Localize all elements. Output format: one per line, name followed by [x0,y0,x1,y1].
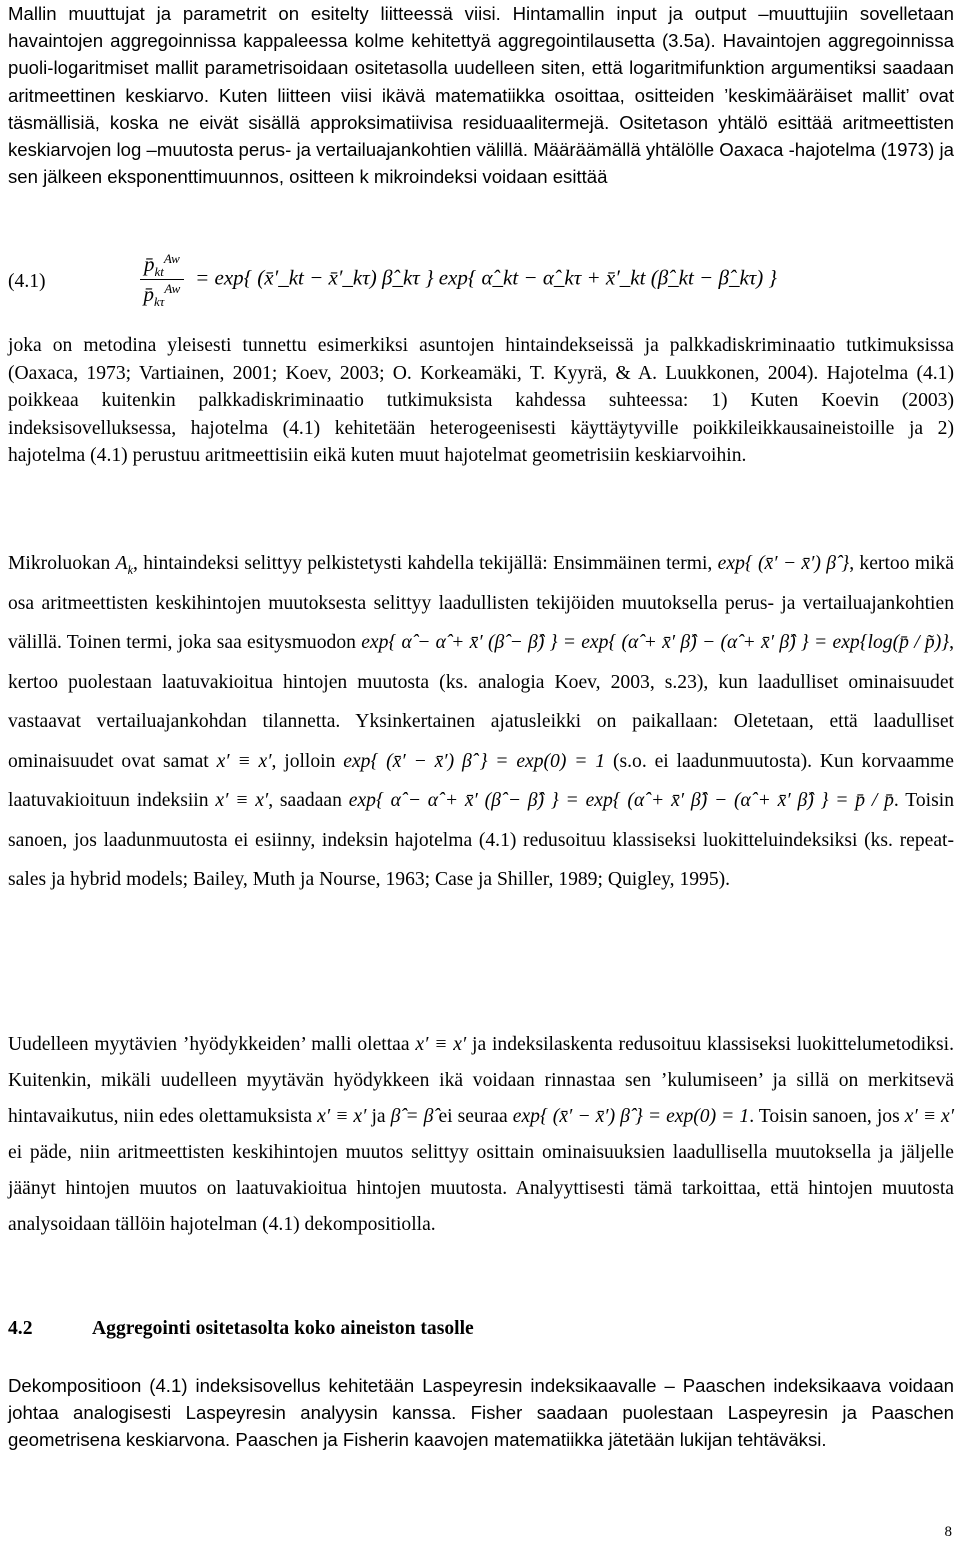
equation-label: (4.1) [8,271,46,292]
equation-4-1 [140,251,777,310]
formula-x-equiv: x′ ≡ x′ [415,1034,467,1055]
page-number: 8 [944,1524,952,1540]
formula-term1: exp{ (x̄′ − x̄′) β̂ } [717,553,850,574]
formula-term2b: exp{log(p̄ / p̃)} [832,632,950,653]
dekomposition-paragraph: Dekompositioon (4.1) indeksisovellus kehitetään Laspeyresin indeksikaavalle – Paaschen indeksikaava voidaan johtaa analogisesti Laspeyresin analyysin kanssa. Fisher saadaan puolestaan Laspeyresin ja Paaschen geometrisena keskiarvona. Paaschen ja Fisherin kaavojen matematiikka jätetään lukijan tehtäväksi. [8,1375,954,1451]
formula-x-equiv-2: x′ ≡ x′ [317,1106,367,1127]
section-heading [8,1318,474,1340]
formula-long-eq: exp{ α̂ − α̂ + x̄′ (β̂ − β̂) } = exp{ (α̂ + x̄′ β̂) − (α̂ + x̄′ β̂) } = p̄ / p̄ [348,790,894,811]
symbol-A-k: $A_k$ [115,553,134,577]
formula-exp-zero: exp{ (x̄′ − x̄′) β̂ } = exp(0) = 1 [343,750,606,772]
section-title: Aggregointi ositetasolta koko aineiston tasolle [92,1318,474,1339]
after-equation-paragraph: joka on metodina yleisesti tunnettu esimerkiksi asuntojen hintaindekseissä ja palkkadiskriminaatio tutkimuksissa (Oaxaca, 1973; Vartiainen, 2001; Koev, 2003; O. Korkeamäki, T. Kyyrä, & A. Luukkonen, 2004). Hajotelma (4.1) poikkeaa kuitenkin palkkadiskriminaatio tutkimuksista kahdessa suhteessa: 1) Kuten Koevin (2003) indeksisovelluksessa, hajotelma (4.1) kehitetään heterogeenisesti käyttäytyville poikkileikkausaineistoille ja 2) hajotelma (4.1) perustuu aritmeettisiin eikä kuten muut hajotelmat geometrisiin keskiarvoihin. [8,335,954,466]
formula-same-quality-2: x′ ≡ x′ [215,790,269,811]
formula-x-equiv-3: x′ ≡ x′ [904,1106,955,1127]
formula-term2: exp{ α̂ − α̂ + x̄′ (β̂ − β̂) } = exp{ (α̂ + x̄′ β̂) − (α̂ + x̄′ β̂) } = [361,632,828,653]
equation-rhs: = exp{ (x̄′_kt − x̄′_kτ) β̂_kτ } exp{ α̂_kt − α̂_kτ + x̄′_kt (β̂_kt − β̂_kτ) } [195,265,777,290]
mikroluokan-paragraph: Mikroluokan $A_k$, hintaindeksi selittyy pelkistetysti kahdella tekijällä: Ensimmäinen termi, exp{ (x̄′ − x̄′) β̂ }, kertoo mikä osa aritmeettisten keskihintojen muutoksesta selittyy laadullisten tekijöiden muutoksella perus- ja vertailuajankohtien välillä. Toinen termi, joka saa esitysmuodon exp{ α̂ − α̂ + x̄′ (β̂ − β̂) } = exp{ (α̂ + x̄′ β̂) − (α̂ + x̄′ β̂) } = exp{log(p̄ / p̃)}, kertoo puolestaan laatuvakioitua hintojen muutosta (ks. analogia Koev, 2003, s.23), kun laadulliset ominaisuudet vastaavat vertailuajankohdan tilannetta. Yksinkertainen ajatusleikki on paikallaan: Oletetaan, että laadulliset ominaisuudet ovat samat x′ ≡ x′, jolloin exp{ (x̄′ − x̄′) β̂ } = exp(0) = 1 (s.o. ei laadunmuutosta). Kun korvaamme laatuvakioituun indeksiin x′ ≡ x′, saadaan exp{ α̂ − α̂ + x̄′ (β̂ − β̂) } = exp{ (α̂ + x̄′ β̂) − (α̂ + x̄′ β̂) } = p̄ / p̄. Toisin sanoen, jos laadunmuutosta ei esiinny, indeksin hajotelma (4.1) redusoituu klassiseksi luokitteluindeksiksi (ks. repeat-sales ja hybrid models; Bailey, Muth ja Nourse, 1963; Case ja Shiller, 1989; Quigley, 1995). [8,553,955,890]
intro-paragraph: Mallin muuttujat ja parametrit on esitelty liitteessä viisi. Hintamallin input ja output –muuttujiin sovelletaan havaintojen aggregoinnissa kappaleessa kolme kehitettyä aggregointilausetta (3.5a). Havaintojen aggregoinnissa puoli-logaritmiset mallit parametrisoidaan ositetasolla uudelleen siten, että logaritmifunktion argumentiksi saadaan aritmeettinen keskiarvo. Kuten liitteen viisi ikävä matematiikka osoittaa, ositteiden ’keskimääräiset mallit’ ovat täsmällisiä, koska ne eivät sisällä approksimatiivisa residuaalitermejä. Ositetason yhtälö esittää aritmeettisten keskiarvojen log –muutosta perus- ja vertailuajankohtien välillä. Määräämällä yhtälölle Oaxaca -hajotelma (1973) ja sen jälkeen eksponenttimuunnos, ositteen k mikroindeksi voidaan esittää [8,3,954,188]
uudelleen-paragraph: Uudelleen myytävien ’hyödykkeiden’ malli olettaa x′ ≡ x′ ja indeksilaskenta redusoituu klassiseksi luokittelumetodiksi. Kuitenkin, mikäli uudelleen myytävän hyödykkeen ikä voidaan rinnastaa sen ’kulumiseen’ ja sillä on merkitsevä hintavaikutus, niin edes olettamuksista x′ ≡ x′ ja β̂ = β̂ ei seuraa exp{ (x̄′ − x̄′) β̂ } = exp(0) = 1. Toisin sanoen, jos x′ ≡ x′ ei päde, niin aritmeettisten keskihintojen muutos selittyy osittain ominaisuuksien laadullisella muutoksella ja jäljelle jäänyt hintojen muutos on laatuvakioitua hintojen muutosta. Analyyttisesti tämä tarkoittaa, että hintojen muutosta analysoidaan tällöin hajotelman (4.1) dekompositiolla. [8,1034,955,1235]
formula-same-quality: x′ ≡ x′ [216,750,272,772]
formula-beta-eq: β̂ = β̂ [390,1106,434,1127]
section-number: 4.2 [8,1318,33,1339]
formula-exp-zero-2: exp{ (x̄′ − x̄′) β̂ } = exp(0) = 1 [512,1106,750,1127]
equation-fraction: $\frac{p̄_{kt}^{Aw}}{p̄_{k\tau}^{Aw}}$ [140,252,184,307]
